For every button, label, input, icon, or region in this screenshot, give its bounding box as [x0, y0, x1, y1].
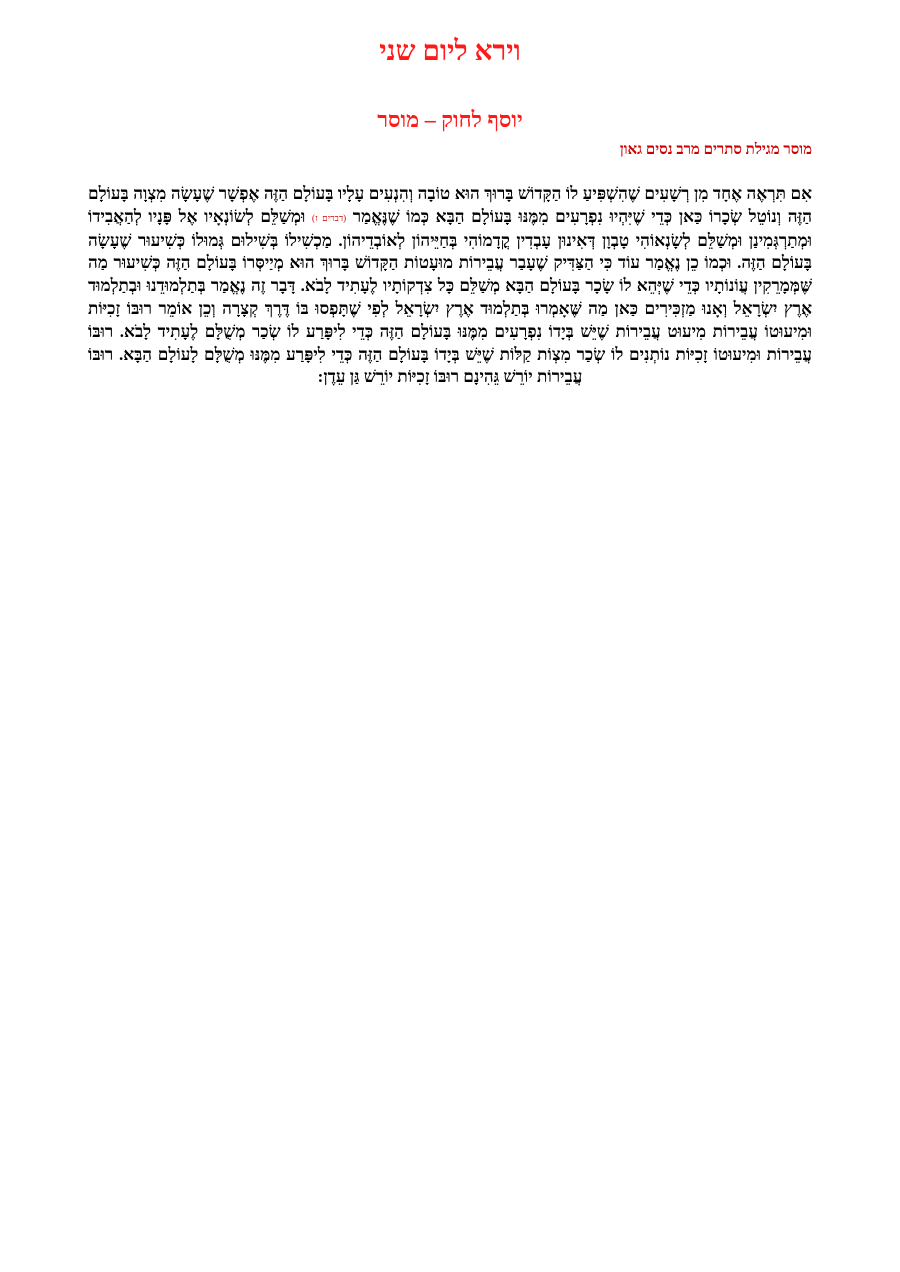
- section-subtitle: יוסף לחוק – מוסר: [377, 107, 523, 132]
- source-attribution: מוסר מגילת סתרים מרב נסים גאון: [619, 142, 812, 158]
- paragraph-text-part1: אִם תִּרְאֶה אֶחָד מִן רְשָׁעִים שֶׁהִשְׁפִּיעַ לוֹ הַקָּדוֹשׁ בָּרוּךְ הוּא טוֹבָה וְהִנְעִים עָלָיו בָּעוֹלָם הַזֶּה אֶפְשָׁר שֶׁעָשָׂה מִצְוָה בָּעוֹלָם הַזֶּה וְנוֹטֵל שְׂכָרוֹ כַּאן כְּדֵי שֶׁיִּהְיוּ נִפְרָעִים מִמֶּנּוּ בָּעוֹלָם הַבָּא כְּמוֹ שֶׁנֶּאֱמַר: [88, 184, 813, 226]
- page-title: וירא ליום שני: [379, 36, 521, 67]
- body-paragraph: [88, 183, 812, 389]
- scripture-reference: (דברים ז): [311, 212, 347, 223]
- paragraph-text-part2: וּמְשַׁלֵּם לְשׂוֹנְאָיו אֶל פָּנָיו לְהַאֲבִידוֹ וּמְתַרְגְּמִינַן וּמְשַׁלֵּם לְשָׂנְאוֹהִי טָבְוָן דְּאִינוּן עָבְדִין קֳדָמוֹהִי בְּחַיֵּיהוֹן לְאוֹבְדֵיהוֹן. מַכְשִׁילוֹ בְּשִׁילוּם גְּמוּלוֹ כְּשִׁיעוּר שֶׁעָשָׂה בָּעוֹלָם הַזֶּה. וּכְמוֹ כֵן נֶאֱמַר עוֹד כִּי הַצַּדִּיק שֶׁעָבַר עֲבֵירוֹת מוּעָטוֹת הַקָּדוֹשׁ בָּרוּךְ הוּא מְיַיסְּרוֹ בָּעוֹלָם הַזֶּה כְּשִׁיעוּר מַה שֶּׁמְּמָרֵקִין עֲוֹנוֹתָיו כְּדֵי שֶׁיְּהֵא לוֹ שָׂכָר בָּעוֹלָם הַבָּא מְשַׁלֵּם כָּל צִדְקוֹתָיו לֶעָתִיד לָבֹא. דָּבָר זֶה נֶאֱמַר בְּתַלְמוּדֵנוּ וּבְתַלְמוּד אֶרֶץ יִשְׂרָאֵל וְאָנוּ מַזְכִּירִים כַּאן מַה שֶּׁאָמְרוּ בְּתַלְמוּד אֶרֶץ יִשְׂרָאֵל לְפִי שֶׁתָּפְסוּ בּוֹ דֶּרֶךְ קְצָרָה וְכֵן אוֹמֵר רוּבּוֹ זָכִיּוֹת וּמִיעוּטוֹ עֲבֵירוֹת מִיעוּט עֲבֵירוֹת שֶׁיֵּשׁ בְּיָדוֹ נִפְרָעִים מִמֶּנּוּ בָּעוֹלָם הַזֶּה כְּדֵי לִיפָּרַע לוֹ שְׂכַר מְשֻׁלָּם לֶעָתִיד לָבֹא. רוּבּוֹ עֲבֵירוֹת וּמִיעוּטוֹ זָכִיּוֹת נוֹתְנִים לוֹ שְׂכַר מִצְוֹת קַלּוֹת שֶׁיֵּשׁ בְּיָדוֹ בָּעוֹלָם הַזֶּה כְּדֵי לִיפָּרַע מִמֶּנּוּ מְשֻׁלָּם לָעוֹלָם הַבָּא. רוּבּוֹ עֲבֵירוֹת יוֹרֵשׁ גֵּהִינָם רוּבּוֹ זָכִיּוֹת יוֹרֵשׁ גַּן עֵדֶן:: [88, 206, 812, 387]
